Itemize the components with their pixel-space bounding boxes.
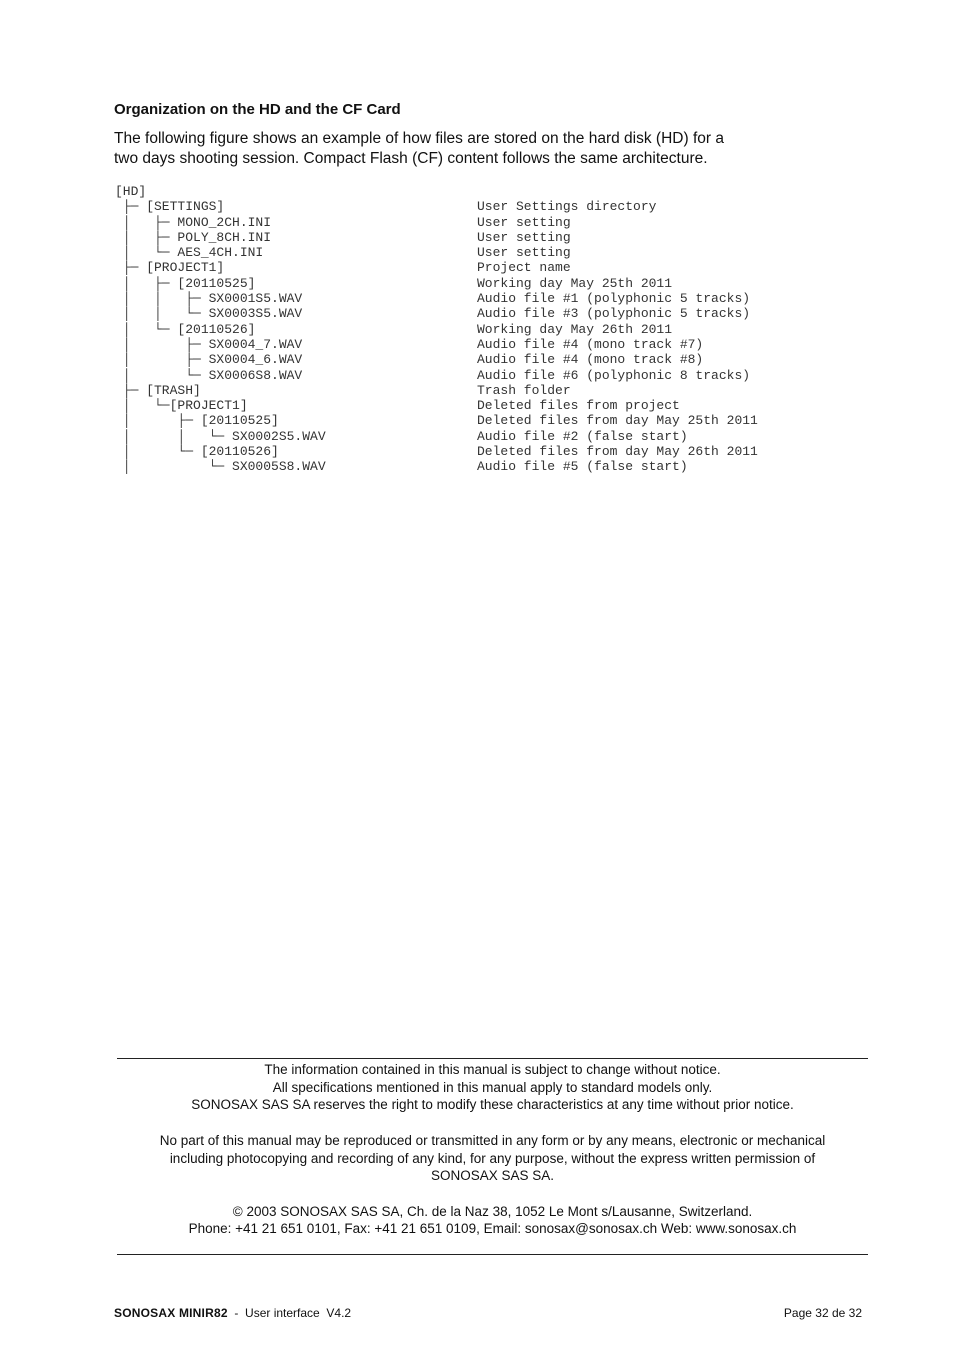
tree-description: Working day May 26th 2011 [477, 321, 673, 337]
tree-node: │ └─ AES_4CH.INI [115, 245, 264, 261]
tree-row [115, 245, 835, 260]
document-label [114, 1306, 351, 1320]
tree-row [115, 184, 835, 199]
tree-node: │ └─ SX0006S8.WAV [115, 367, 303, 383]
contact-line: Phone: +41 21 651 0101, Fax: +41 21 651 0109, Email: sonosax@sonosax.ch Web: www.sonosax.ch [188, 1221, 797, 1237]
tree-node: │ │ ├─ SX0001S5.WAV [115, 291, 303, 307]
intro-line: two days shooting session. Compact Flash (CF) content follows the same architecture. [114, 150, 708, 167]
tree-row [115, 260, 835, 275]
tree-node: │ │ └─ SX0003S5.WAV [115, 306, 303, 322]
directory-tree [115, 184, 835, 475]
tree-node: ├─ [SETTINGS] [115, 199, 225, 215]
tree-description: Deleted files from day May 26th 2011 [477, 444, 758, 460]
notice-line: including photocopying and recording of any kind, for any purpose, without the express written permission of [169, 1150, 816, 1166]
tree-node: ├─ [PROJECT1] [115, 260, 225, 276]
tree-description: Audio file #6 (polyphonic 8 tracks) [477, 367, 751, 383]
tree-description: Project name [477, 260, 571, 276]
tree-row [115, 459, 835, 474]
tree-node: │ ├─ SX0004_6.WAV [115, 352, 303, 368]
tree-row [115, 429, 835, 444]
tree-node: │ └─ SX0005S8.WAV [115, 459, 326, 475]
footer-bottom-rule [117, 1254, 868, 1255]
tree-node: │ ├─ [20110525] [115, 275, 256, 291]
tree-node: │ └─ [20110526] [115, 444, 279, 460]
page-number: Page 32 de 32 [783, 1306, 862, 1320]
tree-description: Audio file #3 (polyphonic 5 tracks) [477, 306, 751, 322]
tree-description: User Settings directory [477, 199, 657, 215]
notice-line: SONOSAX SAS SA reserves the right to modify these characteristics at any time without prior notice. [191, 1097, 794, 1113]
tree-node: │ └─ [20110526] [115, 321, 256, 337]
tree-description: Audio file #4 (mono track #7) [477, 336, 704, 352]
tree-node: │ ├─ POLY_8CH.INI [115, 229, 272, 245]
tree-row [115, 444, 835, 459]
tree-description: Deleted files from project [477, 398, 680, 414]
tree-row [115, 306, 835, 321]
tree-description: Working day May 25th 2011 [477, 275, 673, 291]
tree-node: │ └─[PROJECT1] [115, 398, 248, 414]
tree-row [115, 383, 835, 398]
section-heading: Organization on the HD and the CF Card [114, 101, 401, 118]
document-title: - User interface V4.2 [227, 1306, 352, 1320]
tree-row [115, 337, 835, 352]
tree-description: User setting [477, 229, 571, 245]
tree-description: Audio file #5 (false start) [477, 459, 688, 475]
legal-notice [117, 1061, 868, 1238]
tree-row [115, 230, 835, 245]
tree-description: Audio file #4 (mono track #8) [477, 352, 704, 368]
tree-node: [HD] [115, 184, 147, 199]
brand-name: SONOSAX MINIR82 [114, 1306, 228, 1320]
notice-line: SONOSAX SAS SA. [430, 1168, 555, 1184]
tree-description: Trash folder [477, 382, 571, 398]
tree-row [115, 352, 835, 367]
tree-row [115, 322, 835, 337]
tree-row [115, 398, 835, 413]
tree-description: Audio file #1 (polyphonic 5 tracks) [477, 291, 751, 307]
notice-line: All specifications mentioned in this manual apply to standard models only. [272, 1079, 713, 1095]
notice-line: The information contained in this manual is subject to change without notice. [264, 1062, 721, 1077]
tree-node: │ ├─ MONO_2CH.INI [115, 214, 272, 230]
notice-line: No part of this manual may be reproduced or transmitted in any form or by any means, electronic or mechanical [159, 1132, 826, 1148]
tree-description: Deleted files from day May 25th 2011 [477, 413, 758, 429]
intro-paragraph [114, 129, 794, 169]
tree-row [115, 199, 835, 214]
tree-row [115, 368, 835, 383]
tree-description: User setting [477, 245, 571, 261]
copyright-line: © 2003 SONOSAX SAS SA, Ch. de la Naz 38, 1052 Le Mont s/Lausanne, Switzerland. [232, 1203, 753, 1219]
tree-node: ├─ [TRASH] [115, 382, 201, 398]
tree-row [115, 215, 835, 230]
tree-node: │ │ └─ SX0002S5.WAV [115, 428, 326, 444]
tree-row [115, 413, 835, 428]
footer-top-rule [117, 1058, 868, 1059]
tree-node: │ ├─ SX0004_7.WAV [115, 336, 303, 352]
tree-description: Audio file #2 (false start) [477, 428, 688, 444]
tree-description: User setting [477, 214, 571, 230]
tree-row [115, 276, 835, 291]
intro-line: The following figure shows an example of how files are stored on the hard disk (HD) for a [114, 130, 724, 147]
tree-row [115, 291, 835, 306]
tree-node: │ ├─ [20110525] [115, 413, 279, 429]
